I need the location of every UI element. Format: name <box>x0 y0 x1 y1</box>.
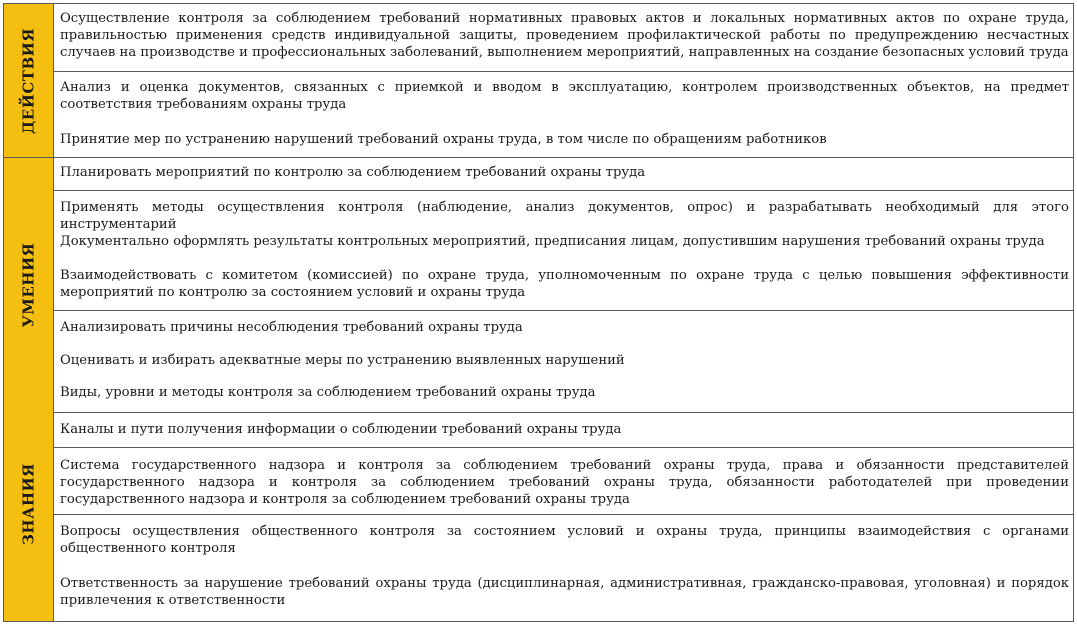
table-row: Применять методы осуществления контроля (наблюдение, анализ документов, опрос) и разрабатывать необходимый для этого инструментарий <box>60 200 1069 232</box>
row-group <box>54 412 1073 447</box>
row-group <box>54 71 1073 157</box>
table-row: Ответственность за нарушение требований охраны труда (дисциплинарная, административная, гражданско-правовая, уголовная) и порядок привлечения к ответственности <box>60 576 1069 608</box>
section-knowledge <box>4 385 1073 621</box>
row-group <box>54 447 1073 514</box>
table-row: Система государственного надзора и контроля за соблюдением требований охраны труда, права и обязанности представителей государственного надзора и контроля за соблюдением требований охраны труда, обязанности работодателей при проведении государственного надзора и контроля за соблюдением требований охраны труда <box>60 458 1069 507</box>
row-group <box>54 4 1073 71</box>
table-row: Виды, уровни и методы контроля за соблюдением требований охраны труда <box>60 385 596 400</box>
table-row: Планировать мероприятий по контролю за соблюдением требований охраны труда <box>60 165 646 180</box>
table-row: Оценивать и избирать адекватные меры по устранению выявленных нарушений <box>60 353 625 368</box>
section-label-text: УМЕНИЯ <box>19 242 37 328</box>
table-row: Каналы и пути получения информации о соблюдении требований охраны труда <box>60 422 622 437</box>
section-skills <box>4 157 1073 412</box>
table-row: Осуществление контроля за соблюдением требований нормативных правовых актов и локальных нормативных актов по охране труда, правильностью применения средств индивидуальной защиты, проведением профилактической работы по предупреждению несчастных случаев на производстве и профессиональных заболеваний, выполнением мероприятий, направленных на создание безопасных условий труда <box>60 11 1069 60</box>
section-label-text: ЗНАНИЯ <box>19 462 37 545</box>
row-group <box>54 158 1073 190</box>
competency-table <box>3 3 1074 622</box>
section-label-knowledge <box>4 386 54 621</box>
section-actions <box>4 4 1073 157</box>
table-row: Анализировать причины несоблюдения требований охраны труда <box>60 320 523 335</box>
table-row: Документально оформлять результаты контрольных мероприятий, предписания лицам, допустившим нарушения требований охраны труда <box>60 234 1045 249</box>
table-row: Взаимодействовать с комитетом (комиссией) по охране труда, уполномоченным по охране труда с целью повышения эффективности мероприятий по контролю за состоянием условий и охраны труда <box>60 268 1069 300</box>
section-label-actions <box>4 4 54 157</box>
section-label-text: ДЕЙСТВИЯ <box>19 27 37 134</box>
row-group <box>54 190 1073 310</box>
table-row: Принятие мер по устранению нарушений требований охраны труда, в том числе по обращениям работников <box>60 132 827 147</box>
table-row: Вопросы осуществления общественного контроля за состоянием условий и охраны труда, принципы взаимодействия с органами общественного контроля <box>60 524 1069 556</box>
table-row: Анализ и оценка документов, связанных с приемкой и вводом в эксплуатацию, контролем производственных объектов, на предмет соответствия требованиям охраны труда <box>60 80 1069 112</box>
section-label-skills <box>4 158 54 412</box>
row-group <box>54 514 1073 621</box>
